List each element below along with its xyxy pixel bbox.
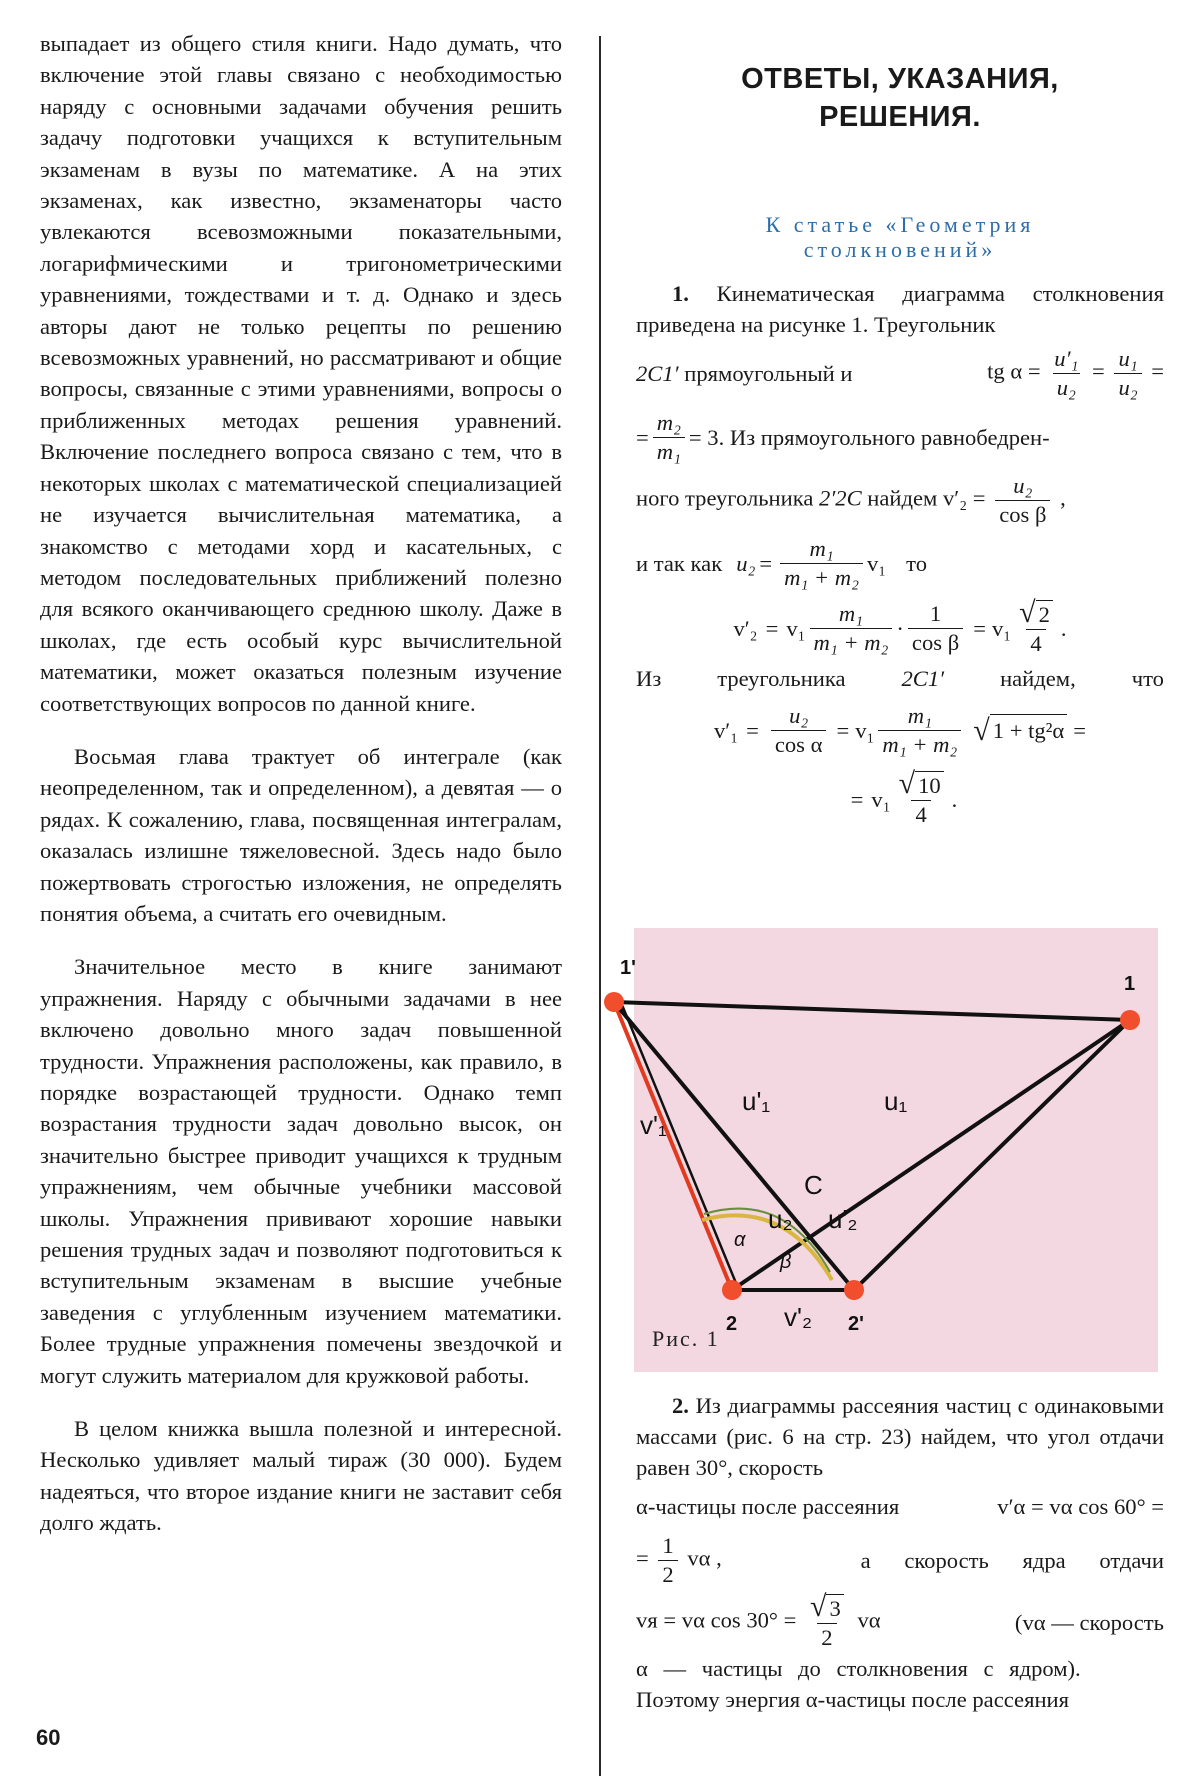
- answer-1-number: 1.: [672, 281, 689, 306]
- num-one: 1: [929, 600, 942, 626]
- frac-m1-sum-2: [810, 600, 893, 657]
- answer-2-number: 2.: [672, 1393, 689, 1418]
- left-column: [40, 28, 562, 1553]
- den-u2-b: u₂: [1114, 373, 1141, 402]
- line-1-2: [732, 1020, 1130, 1290]
- num-m2: m₂: [656, 409, 681, 435]
- v1-symbol: v₁: [866, 550, 887, 576]
- num-u2-b: u₂: [789, 702, 809, 728]
- label-beta: β: [780, 1251, 792, 1273]
- i-tak-kak: и так как: [636, 550, 723, 576]
- paragraph-2: Восьмая глава трактует об интеграле (как неопределенном, так и определенном), а девятая — о рядах. К сожалению, глава, посвященная интегралам, оказалась излишне тяжеловесной. Здесь надо было пожертвовать строгостью изложения, не определять понятия объема, а считать его очевидным.: [40, 743, 562, 926]
- frac-u2-cosbeta: [995, 472, 1050, 529]
- right-column-lower: [636, 1390, 1164, 1715]
- formula-m2-m1: = $\frac{\text{m₂}}{\text{m₁}}$ = 3. Из прямоугольного равнобедрен-: [636, 409, 1050, 464]
- v-alpha-d: vα: [857, 1607, 881, 1633]
- formula-v1-prime: v′₁ = $\frac{\text{u₂}}{\text{cos α}}$ = v₁ $\frac{\text{m₁}}{\text{m₁ + m₂}}$ √ 1 + tg²α =: [713, 702, 1087, 757]
- figure-1: [620, 928, 1158, 1372]
- den-cos-alpha: cos α: [771, 730, 827, 759]
- den-four: 4: [1026, 629, 1045, 658]
- v1-d: v₁: [871, 786, 891, 812]
- frac-1-2: [658, 1532, 677, 1589]
- sqrt-expr: 1 + tg²α: [990, 714, 1068, 746]
- den-cos-beta: cos β: [995, 500, 1050, 529]
- v1-b: v₁: [991, 615, 1012, 641]
- answer-1-text: Кинематическая диаграмма столкновения приведена на рисунке 1. Треугольник: [636, 281, 1164, 337]
- frac-sqrt3-2: $\frac{√ 3}{2}$: [806, 1593, 848, 1652]
- formula-tg-alpha: 2C1′ прямоугольный и tg α = $\frac{\text{u′₁}}{\text{u₂}}$ = $\frac{\text{u₁}}{\text{u₂}}$ =: [636, 345, 1164, 400]
- v1-a: v₁: [786, 615, 806, 641]
- point-1-prime: [604, 992, 624, 1012]
- label-v1-prime: v'₁: [640, 1110, 667, 1140]
- num-u1: u₁: [1118, 345, 1138, 371]
- line-1prime-1: [614, 1002, 1130, 1020]
- iz-text: Из: [636, 665, 662, 691]
- v2-prime-lhs: v′₂: [733, 615, 758, 641]
- frac-u1p-u2: [1050, 345, 1082, 402]
- paragraph-4: В целом книжка вышла полезной и интересной. Несколько удивляет малый тираж (30 000). Будем надеяться, что второе издание книги не заставит себя долго ждать.: [40, 1416, 562, 1536]
- den-m1: m₁: [653, 437, 685, 466]
- label-u1-prime: u'₁: [742, 1086, 771, 1116]
- label-1-prime: 1': [620, 957, 636, 979]
- label-u2: u₂: [768, 1204, 793, 1234]
- formula-u2: и так как u₂ = $\frac{\text{m₁}}{\text{m₁ + m₂}}$ v₁ то: [636, 535, 928, 590]
- den-cos-beta-2: cos β: [908, 628, 963, 657]
- treug-text: треугольника: [717, 665, 846, 691]
- den-two: 2: [658, 1560, 677, 1589]
- naydem-text: найдем: [867, 485, 938, 511]
- num-m1: m₁: [809, 535, 834, 561]
- point-2: [722, 1280, 742, 1300]
- eq-three-text: = 3. Из прямоугольного равнобедрен-: [688, 424, 1050, 450]
- column-divider: [599, 36, 601, 1776]
- answer-2-intro: [636, 1390, 1164, 1483]
- v-alpha-c: vα: [681, 1607, 705, 1633]
- sqrt-2: 2: [1036, 600, 1053, 629]
- den-sum-2: m₁ + m₂: [810, 628, 893, 657]
- triangle-2c1: 2C1′: [636, 360, 679, 386]
- line-1prime-2-red: [614, 1002, 732, 1290]
- den-m1-plus-m2: m₁ + m₂: [780, 563, 863, 592]
- sqrt-3: 3: [826, 1594, 843, 1623]
- den-u2: u₂: [1053, 373, 1080, 402]
- den-sum-3: m₁ + m₂: [878, 730, 961, 759]
- right-column: [636, 60, 1164, 832]
- alpha-after-scatter: α-частицы после рассеяния v′α = vα cos 60° =: [636, 1483, 1164, 1529]
- sqrt-10: 10: [915, 771, 944, 800]
- line-1-2prime: [854, 1020, 1130, 1290]
- answer-1-intro: [636, 278, 1164, 340]
- section-heading: [636, 60, 1164, 136]
- v1-c: v₁: [855, 717, 875, 743]
- formula-v2-result: v′₂ = v₁ $\frac{\text{m₁}}{\text{m₁ + m₂}}$ · $\frac{1}{\text{cos β}}$ = v₁ $\frac{√ 2}{4}$ .: [733, 595, 1067, 656]
- den-four-b: 4: [911, 800, 930, 829]
- num-m1-2: m₁: [838, 600, 864, 626]
- cos30: cos 30° =: [710, 1607, 797, 1633]
- paragraph-3: Значительное место в книге занимают упражнения. Наряду с обычными задачами в нее включено довольно много задач повышенной трудности. Упражнения расположены, как правило, в порядке возрастающей трудности. Однако темп возрастания трудности задач довольно высок, он значительно быстрее приводит учащихся к трудным упражнениям, чем обычные учебники массовой школы. Упражнения прививают хорошие навыки решения трудных задач и позволяют подготовиться к вступительным экзаменам в высшие учебные заведения с углубленным изучением математики. Более трудные упражнения помечены звездочкой и могут служить материалом для кружковой работы.: [40, 954, 562, 1388]
- article-title: [636, 212, 1164, 262]
- answer-2-text: Из диаграммы рассеяния частиц с одинаковыми массами (рис. 6 на стр. 23) найдем, что угол отдачи равен 30°, скорость: [636, 1393, 1164, 1480]
- label-2-prime: 2': [848, 1313, 864, 1335]
- point-1: [1120, 1010, 1140, 1030]
- article-title-line-2: столкновений»: [803, 237, 997, 262]
- frac-u1-u2: [1114, 345, 1141, 402]
- heading-line-2: РЕШЕНИЯ.: [819, 101, 981, 133]
- chto-text: что: [1131, 665, 1164, 691]
- frac-sqrt2-4: $\frac{√ 2}{4}$: [1015, 599, 1057, 658]
- den-two-b: 2: [817, 1623, 836, 1652]
- frac-sqrt10-4: $\frac{√ 10}{4}$: [895, 770, 948, 829]
- label-2: 2: [726, 1313, 738, 1335]
- v-ya-line: vя = vα cos 30° = $\frac{√ 3}{2}$ vα (vα — скорость: [636, 1589, 1164, 1650]
- label-u1: u₁: [884, 1086, 908, 1116]
- naydem-chto-text: найдем,: [1000, 665, 1076, 691]
- u2-symbol: u₂: [736, 550, 756, 576]
- v-alpha-b: vα: [687, 1545, 711, 1571]
- triangle-2c1-b: 2C1′: [901, 665, 945, 691]
- tg-alpha: tg α =: [987, 358, 1041, 384]
- num-u2: u₂: [1013, 472, 1033, 498]
- label-u2-prime: u'₂: [828, 1204, 858, 1234]
- num-one-b: 1: [662, 1532, 674, 1558]
- triangle-text: ного треугольника: [636, 485, 814, 511]
- figure-caption: Рис. 1: [652, 1326, 720, 1351]
- v1-prime-lhs: v′₁: [713, 717, 739, 743]
- label-1: 1: [1124, 973, 1136, 995]
- triangle-22c: 2′2C: [819, 485, 862, 511]
- frac-m1-sum-3: [878, 702, 961, 759]
- label-v2-prime: v'₂: [784, 1302, 813, 1332]
- v-ya: vя: [636, 1607, 658, 1633]
- point-2-prime: [844, 1280, 864, 1300]
- page-number: 60: [36, 1725, 61, 1750]
- frac-m1-sum: [780, 535, 863, 592]
- alpha-particles-line: α — частицы до столкновения с ядром).: [636, 1656, 1081, 1681]
- num-u1-prime: u′₁: [1054, 345, 1079, 371]
- v2-prime-symbol: v′₂: [943, 485, 968, 511]
- frac-m2-m1: [653, 409, 685, 466]
- frac-1-cosbeta: [908, 600, 963, 657]
- from-triangle-line: [636, 662, 1164, 694]
- paragraph-1: выпадает из общего стиля книги. Надо думать, что включение этой главы связано с необходимостью наряду с основными задачами обучения решить задачу подготовки учащихся к вступительным экзаменам в вузы по математике. А на этих экзаменах, как известно, экзаменаторы часто увлекаются всевозможными показательными, логарифмическими и тригонометрическими уравнениями, тождествами и т. д. Однако и здесь авторы дают не только рецепты по решению всевозможных уравнений, но рассматривают и общие вопросы, связанные с этими уравнениями, вопросы о приближенных методах решения уравнений. Включение последнего вопроса связано с тем, что в некоторых школах с математической специализацией не изучается вычислительная математика, а знакомство с методами хорд и касательных, с методом последовательных приближений полезно для всякого оканчивающего среднюю школу. Даже в школах, где есть особый курс вычислительной математики, может оказаться полезным изучение соответствующих вопросов по данной книге.: [40, 31, 562, 716]
- cos60: cos 60° =: [1078, 1493, 1164, 1519]
- num-m1-3: m₁: [907, 702, 932, 728]
- line-v1prime: [620, 1000, 738, 1288]
- label-alpha: α: [734, 1229, 746, 1251]
- half-v-alpha-line: = $\frac{1}{2}$ vα , а скорость ядра отдачи: [636, 1532, 1164, 1587]
- formula-v2-prime: ного треугольника 2′2C найдем v′₂ = $\frac{\text{u₂}}{\text{cos β}}$ ,: [636, 472, 1066, 527]
- v-alpha-a: vα: [1049, 1493, 1073, 1519]
- article-title-line-1: К статье «Геометрия: [765, 212, 1035, 237]
- to-text: то: [906, 550, 928, 576]
- last-line: Поэтому энергия α-частицы после рассеяния: [636, 1687, 1070, 1712]
- heading-line-1: ОТВЕТЫ, УКАЗАНИЯ,: [741, 63, 1059, 95]
- collision-diagram: [620, 928, 1158, 1372]
- label-c: C: [804, 1170, 823, 1200]
- formula-sqrt10: = v₁ $\frac{√ 10}{4}$ .: [850, 766, 958, 827]
- a-skorost-text: а скорость ядра отдачи: [860, 1547, 1164, 1573]
- alpha-particle-text: α-частицы после рассеяния: [636, 1493, 900, 1519]
- frac-u2-cosalpha: [771, 702, 827, 759]
- rect-label: прямоугольный и: [684, 360, 853, 386]
- v-alpha-prime: v′α: [997, 1493, 1026, 1519]
- v-alpha-note: (vα — скорость: [1014, 1609, 1164, 1635]
